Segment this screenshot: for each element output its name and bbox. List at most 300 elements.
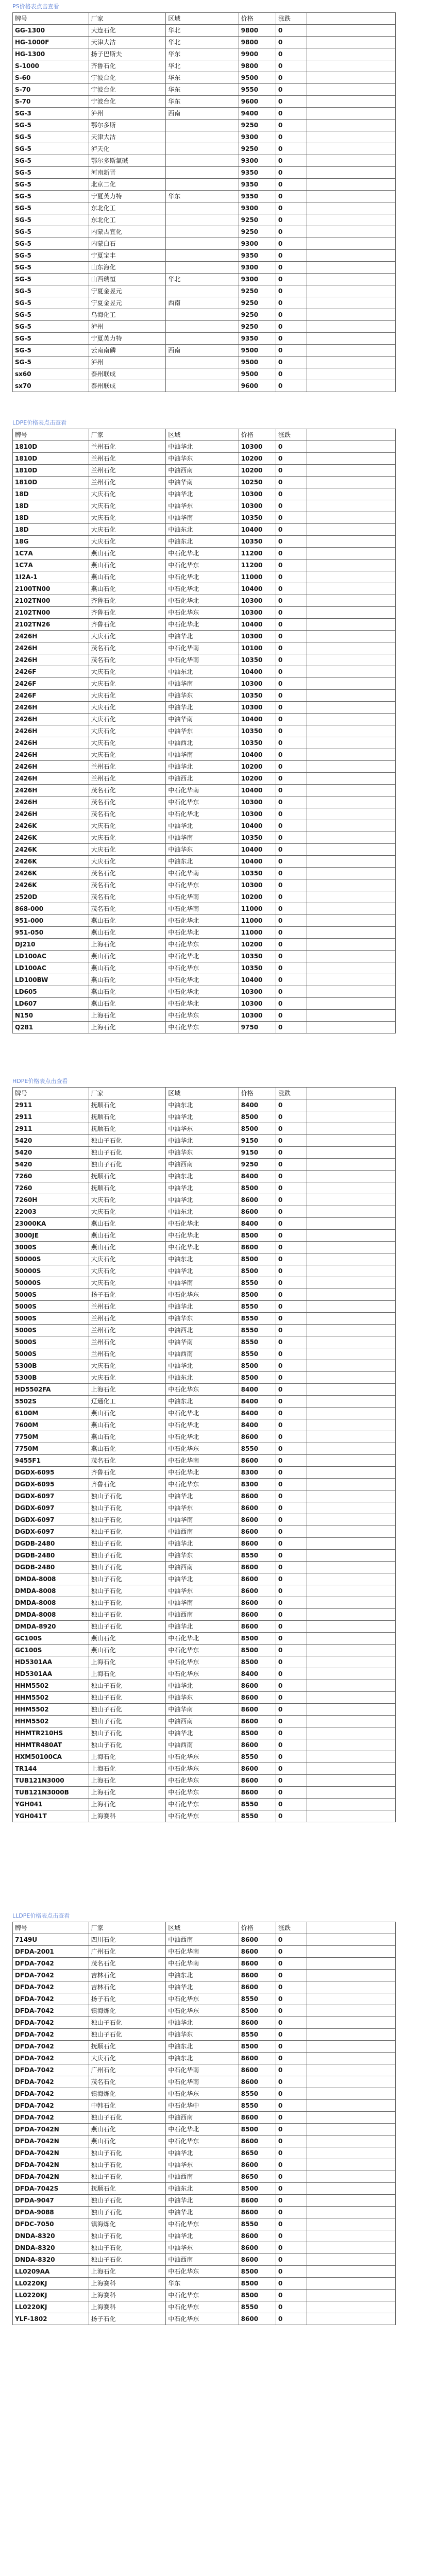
cell-price: 8600 (239, 1455, 276, 1467)
table-row (13, 1934, 396, 1946)
cell-grade: DFDA-7042 (13, 2088, 89, 2100)
cell-region: 中石化华东 (166, 796, 239, 808)
cell-price: 8600 (239, 1716, 276, 1727)
table-row (13, 500, 396, 512)
cell-region: 中油华北 (166, 1301, 239, 1313)
cell-change: 0 (276, 773, 307, 785)
table-row (13, 512, 396, 524)
cell-change: 0 (276, 500, 307, 512)
table-header-row (13, 429, 396, 441)
column-header-price: 价格 (239, 1088, 276, 1099)
cell-change: 0 (276, 583, 307, 595)
table-row (13, 1810, 396, 1822)
cell-change: 0 (276, 631, 307, 642)
cell-producer: 独山子石化 (89, 1692, 166, 1704)
cell-change: 0 (276, 2147, 307, 2159)
table-row (13, 1562, 396, 1573)
cell-price: 8550 (239, 1301, 276, 1313)
cell-grade: 1810D (13, 453, 89, 465)
blank-cell (307, 1692, 395, 1704)
cell-grade: DFDA-7042 (13, 2064, 89, 2076)
cell-producer: 燕山石化 (89, 571, 166, 583)
cell-grade: LD100AC (13, 951, 89, 962)
blank-cell (307, 429, 395, 441)
cell-producer: 独山子石化 (89, 1621, 166, 1633)
cell-producer: 抚顺石化 (89, 1182, 166, 1194)
table-row (13, 1360, 396, 1372)
blank-cell (307, 1218, 395, 1230)
blank-cell (307, 2053, 395, 2064)
cell-price: 8600 (239, 2017, 276, 2029)
blank-cell (307, 1763, 395, 1775)
cell-grade: DFDA-7042N (13, 2136, 89, 2147)
cell-change: 0 (276, 202, 307, 214)
cell-change: 0 (276, 155, 307, 167)
blank-cell (307, 702, 395, 714)
cell-price: 8600 (239, 1763, 276, 1775)
cell-change: 0 (276, 1277, 307, 1289)
cell-price: 10300 (239, 678, 276, 690)
cell-region: 中油西南 (166, 1716, 239, 1727)
cell-change: 0 (276, 1022, 307, 1033)
cell-grade: 5000S (13, 1336, 89, 1348)
cell-region: 中石化华东 (166, 2313, 239, 2325)
table-row (13, 191, 396, 202)
cell-price: 11200 (239, 560, 276, 571)
cell-grade: HG-1300 (13, 48, 89, 60)
cell-change: 0 (276, 333, 307, 345)
cell-grade: SG-5 (13, 131, 89, 143)
cell-region: 中石化华东 (166, 1993, 239, 2005)
blank-cell (307, 512, 395, 524)
cell-region: 中石化华东 (166, 1799, 239, 1810)
blank-cell (307, 84, 395, 96)
cell-change: 0 (276, 262, 307, 274)
table-row (13, 761, 396, 773)
blank-cell (307, 571, 395, 583)
cell-producer: 上海石化 (89, 1799, 166, 1810)
cell-grade: 22003 (13, 1206, 89, 1218)
cell-grade: 18D (13, 500, 89, 512)
cell-price: 8600 (239, 2053, 276, 2064)
cell-region: 中油西南 (166, 2254, 239, 2266)
cell-grade: SG-5 (13, 345, 89, 357)
cell-region: 中石化华东 (166, 1010, 239, 1022)
cell-grade: 951-050 (13, 927, 89, 939)
blank-cell (307, 143, 395, 155)
table-row (13, 2136, 396, 2147)
cell-grade: DFDA-7042N (13, 2159, 89, 2171)
cell-region (166, 167, 239, 179)
table-row (13, 1372, 396, 1384)
cell-change: 0 (276, 2195, 307, 2207)
blank-cell (307, 1325, 395, 1336)
cell-grade: HHM5502 (13, 1704, 89, 1716)
cell-price: 8600 (239, 1981, 276, 1993)
cell-grade: 2426K (13, 868, 89, 879)
cell-change: 0 (276, 820, 307, 832)
table-row (13, 1289, 396, 1301)
table-row (13, 773, 396, 785)
cell-change: 0 (276, 548, 307, 560)
cell-change: 0 (276, 844, 307, 856)
table-row (13, 143, 396, 155)
table-row (13, 262, 396, 274)
cell-producer: 辽通化工 (89, 1396, 166, 1408)
blank-cell (307, 477, 395, 488)
cell-region: 中石化华北 (166, 974, 239, 986)
cell-producer: 宁波台化 (89, 84, 166, 96)
cell-change: 0 (276, 25, 307, 37)
cell-producer: 独山子石化 (89, 1680, 166, 1692)
cell-region: 中石化华南 (166, 2076, 239, 2088)
cell-region: 中油西南 (166, 1609, 239, 1621)
cell-grade: 2426F (13, 690, 89, 702)
cell-change: 0 (276, 808, 307, 820)
blank-cell (307, 1562, 395, 1573)
cell-price: 9500 (239, 357, 276, 368)
section-title-ps[interactable]: PS价格表点击查看 (12, 3, 59, 10)
cell-grade: 951-000 (13, 915, 89, 927)
cell-producer: 独山子石化 (89, 2159, 166, 2171)
cell-price: 8500 (239, 1656, 276, 1668)
table-row (13, 238, 396, 250)
cell-grade: DFDC-7050 (13, 2218, 89, 2230)
cell-grade: 7260 (13, 1171, 89, 1182)
cell-region: 中石化华东 (166, 879, 239, 891)
cell-producer: 东北化工 (89, 202, 166, 214)
table-row (13, 1408, 396, 1419)
cell-region: 华东 (166, 191, 239, 202)
table-row (13, 368, 396, 380)
blank-cell (307, 1668, 395, 1680)
cell-producer: 独山子石化 (89, 2195, 166, 2207)
blank-cell (307, 202, 395, 214)
blank-cell (307, 761, 395, 773)
cell-grade: 2520D (13, 891, 89, 903)
cell-grade: GG-1300 (13, 25, 89, 37)
table-row (13, 155, 396, 167)
blank-cell (307, 1147, 395, 1159)
cell-change: 0 (276, 1704, 307, 1716)
blank-cell (307, 844, 395, 856)
cell-region: 中油华北 (166, 2207, 239, 2218)
table-row (13, 666, 396, 678)
cell-region: 中石化华北 (166, 2124, 239, 2136)
table-row (13, 2053, 396, 2064)
cell-producer: 上海石化 (89, 1787, 166, 1799)
cell-change: 0 (276, 1775, 307, 1787)
cell-change: 0 (276, 2242, 307, 2254)
cell-grade: 2911 (13, 1123, 89, 1135)
blank-cell (307, 297, 395, 309)
cell-grade: 2426H (13, 785, 89, 796)
cell-producer: 抚顺石化 (89, 1123, 166, 1135)
cell-region: 中油华南 (166, 512, 239, 524)
cell-grade: 2426F (13, 666, 89, 678)
cell-region: 中油东北 (166, 2183, 239, 2195)
cell-producer: 茂名石化 (89, 891, 166, 903)
cell-change: 0 (276, 1993, 307, 2005)
cell-grade: DMDA-8008 (13, 1597, 89, 1609)
cell-change: 0 (276, 1573, 307, 1585)
cell-price: 10200 (239, 465, 276, 477)
cell-price: 10350 (239, 536, 276, 548)
cell-region: 中油西南 (166, 1526, 239, 1538)
cell-change: 0 (276, 868, 307, 879)
table-row (13, 441, 396, 453)
cell-region: 中石化华北 (166, 927, 239, 939)
cell-price: 9800 (239, 25, 276, 37)
cell-price: 8600 (239, 2230, 276, 2242)
cell-change: 0 (276, 345, 307, 357)
cell-grade: 2426F (13, 678, 89, 690)
cell-price: 8600 (239, 1787, 276, 1799)
table-row (13, 595, 396, 607)
cell-producer: 大庆石化 (89, 2053, 166, 2064)
blank-cell (307, 737, 395, 749)
blank-cell (307, 879, 395, 891)
blank-cell (307, 274, 395, 285)
cell-producer: 泰州联成 (89, 380, 166, 392)
cell-producer: 独山子石化 (89, 1573, 166, 1585)
table-row (13, 96, 396, 108)
cell-producer: 大庆石化 (89, 1206, 166, 1218)
table-row (13, 1597, 396, 1609)
cell-grade: 5420 (13, 1147, 89, 1159)
table-row (13, 1301, 396, 1313)
cell-price: 8600 (239, 1562, 276, 1573)
cell-grade: DFDA-2001 (13, 1946, 89, 1958)
cell-price: 8600 (239, 1946, 276, 1958)
cell-price: 8500 (239, 1253, 276, 1265)
cell-change: 0 (276, 321, 307, 333)
table-row (13, 1194, 396, 1206)
cell-region: 华北 (166, 274, 239, 285)
blank-cell (307, 1159, 395, 1171)
blank-cell (307, 1934, 395, 1946)
cell-price: 8600 (239, 1431, 276, 1443)
blank-cell (307, 108, 395, 120)
cell-producer: 燕山石化 (89, 974, 166, 986)
blank-cell (307, 250, 395, 262)
column-header-change: 涨跌 (276, 1922, 307, 1934)
cell-producer: 大庆石化 (89, 820, 166, 832)
cell-price: 8550 (239, 1799, 276, 1810)
table-row (13, 2076, 396, 2088)
cell-grade: SG-5 (13, 262, 89, 274)
cell-change: 0 (276, 84, 307, 96)
cell-region: 中油华北 (166, 2230, 239, 2242)
cell-region: 中油华东 (166, 500, 239, 512)
cell-change: 0 (276, 1727, 307, 1739)
cell-grade: DGDX-6095 (13, 1479, 89, 1490)
section-title-ldpe[interactable]: LDPE价格表点击查看 (12, 419, 67, 426)
cell-region: 中石化华东 (166, 962, 239, 974)
cell-region: 中油华南 (166, 1277, 239, 1289)
table-row (13, 1313, 396, 1325)
cell-grade: 1810D (13, 441, 89, 453)
cell-grade: 7600M (13, 1419, 89, 1431)
cell-price: 11000 (239, 927, 276, 939)
cell-price: 8500 (239, 1633, 276, 1645)
cell-grade: DJ210 (13, 939, 89, 951)
cell-price: 8400 (239, 1218, 276, 1230)
cell-producer: 独山子石化 (89, 1716, 166, 1727)
cell-producer: 燕山石化 (89, 560, 166, 571)
blank-cell (307, 1301, 395, 1313)
cell-region: 中油华北 (166, 488, 239, 500)
cell-grade: 1810D (13, 477, 89, 488)
cell-region: 中石化华北 (166, 1230, 239, 1242)
blank-cell (307, 191, 395, 202)
cell-producer: 上海石化 (89, 1384, 166, 1396)
cell-region: 中石化华东 (166, 2218, 239, 2230)
cell-price: 9350 (239, 191, 276, 202)
cell-region: 中油华南 (166, 749, 239, 761)
cell-price: 8300 (239, 1479, 276, 1490)
cell-grade: HD5301AA (13, 1668, 89, 1680)
table-row (13, 714, 396, 725)
cell-price: 8600 (239, 2195, 276, 2207)
cell-region: 中石化华东 (166, 1763, 239, 1775)
cell-producer: 燕山石化 (89, 1419, 166, 1431)
blank-cell (307, 1088, 395, 1099)
blank-cell (307, 1787, 395, 1799)
cell-price: 9900 (239, 48, 276, 60)
cell-change: 0 (276, 238, 307, 250)
blank-cell (307, 1336, 395, 1348)
table-row (13, 690, 396, 702)
cell-region (166, 321, 239, 333)
cell-grade: 18G (13, 536, 89, 548)
cell-price: 8500 (239, 1645, 276, 1656)
cell-price: 10350 (239, 737, 276, 749)
table-row (13, 785, 396, 796)
cell-change: 0 (276, 1230, 307, 1242)
cell-price: 8300 (239, 1467, 276, 1479)
table-row (13, 796, 396, 808)
blank-cell (307, 820, 395, 832)
cell-producer: 大庆石化 (89, 1253, 166, 1265)
cell-producer: 中韩石化 (89, 2100, 166, 2112)
cell-price: 10400 (239, 666, 276, 678)
cell-change: 0 (276, 214, 307, 226)
cell-change: 0 (276, 1147, 307, 1159)
blank-cell (307, 333, 395, 345)
cell-price: 9250 (239, 309, 276, 321)
section-title-hdpe[interactable]: HDPE价格表点击查看 (12, 1078, 68, 1084)
blank-cell (307, 500, 395, 512)
cell-grade: 2100TN00 (13, 583, 89, 595)
cell-grade: sx60 (13, 368, 89, 380)
cell-price: 9600 (239, 96, 276, 108)
cell-producer: 燕山石化 (89, 2136, 166, 2147)
cell-price: 10300 (239, 595, 276, 607)
table-row (13, 380, 396, 392)
cell-price: 10400 (239, 583, 276, 595)
section-title-lldpe[interactable]: LLDPE价格表点击查看 (12, 1912, 70, 1919)
cell-region: 西南 (166, 345, 239, 357)
cell-price: 8500 (239, 1182, 276, 1194)
cell-grade: 2911 (13, 1099, 89, 1111)
cell-price: 8400 (239, 1384, 276, 1396)
cell-change: 0 (276, 1194, 307, 1206)
cell-grade: TR144 (13, 1763, 89, 1775)
table-row (13, 583, 396, 595)
cell-price: 9550 (239, 84, 276, 96)
cell-region: 中石化华东 (166, 1022, 239, 1033)
cell-grade: 2911 (13, 1111, 89, 1123)
cell-region: 中油华东 (166, 725, 239, 737)
cell-grade: 2426H (13, 714, 89, 725)
blank-cell (307, 1981, 395, 1993)
cell-region: 中石化华南 (166, 868, 239, 879)
cell-producer: 燕山石化 (89, 1218, 166, 1230)
cell-grade: SG-5 (13, 238, 89, 250)
table-row (13, 1336, 396, 1348)
blank-cell (307, 690, 395, 702)
cell-producer: 四川石化 (89, 1934, 166, 1946)
blank-cell (307, 642, 395, 654)
blank-cell (307, 2159, 395, 2171)
cell-grade: HHM5502 (13, 1692, 89, 1704)
price-table-lldpe (12, 1922, 396, 2325)
blank-cell (307, 2313, 395, 2325)
cell-price: 8600 (239, 1526, 276, 1538)
blank-cell (307, 1538, 395, 1550)
cell-price: 9300 (239, 274, 276, 285)
cell-grade: SG-5 (13, 297, 89, 309)
column-header-grade: 牌号 (13, 1088, 89, 1099)
cell-grade: DGDX-6095 (13, 1467, 89, 1479)
cell-price: 8600 (239, 1206, 276, 1218)
blank-cell (307, 1727, 395, 1739)
cell-grade: DFDA-7042 (13, 2100, 89, 2112)
blank-cell (307, 453, 395, 465)
cell-producer: 独山子石化 (89, 2017, 166, 2029)
blank-cell (307, 1431, 395, 1443)
cell-grade: 7149U (13, 1934, 89, 1946)
cell-region (166, 143, 239, 155)
cell-grade: DFDA-7042N (13, 2147, 89, 2159)
cell-region (166, 202, 239, 214)
blank-cell (307, 974, 395, 986)
cell-grade: Q281 (13, 1022, 89, 1033)
cell-region (166, 309, 239, 321)
cell-change: 0 (276, 2230, 307, 2242)
cell-producer: 茂名石化 (89, 903, 166, 915)
table-row (13, 2313, 396, 2325)
cell-change: 0 (276, 1135, 307, 1147)
cell-producer: 泸州 (89, 108, 166, 120)
blank-cell (307, 441, 395, 453)
cell-producer: 泰州联成 (89, 368, 166, 380)
cell-region: 中石化华北 (166, 986, 239, 998)
cell-producer: 燕山石化 (89, 583, 166, 595)
cell-price: 10350 (239, 832, 276, 844)
cell-producer: 上海赛科 (89, 2301, 166, 2313)
cell-region (166, 250, 239, 262)
cell-producer: 独山子石化 (89, 2254, 166, 2266)
cell-producer: 抚顺石化 (89, 1111, 166, 1123)
cell-grade: LD605 (13, 986, 89, 998)
cell-grade: SG-5 (13, 143, 89, 155)
table-row (13, 1585, 396, 1597)
cell-price: 8600 (239, 1514, 276, 1526)
cell-grade: DFDA-7042 (13, 2112, 89, 2124)
blank-cell (307, 131, 395, 143)
